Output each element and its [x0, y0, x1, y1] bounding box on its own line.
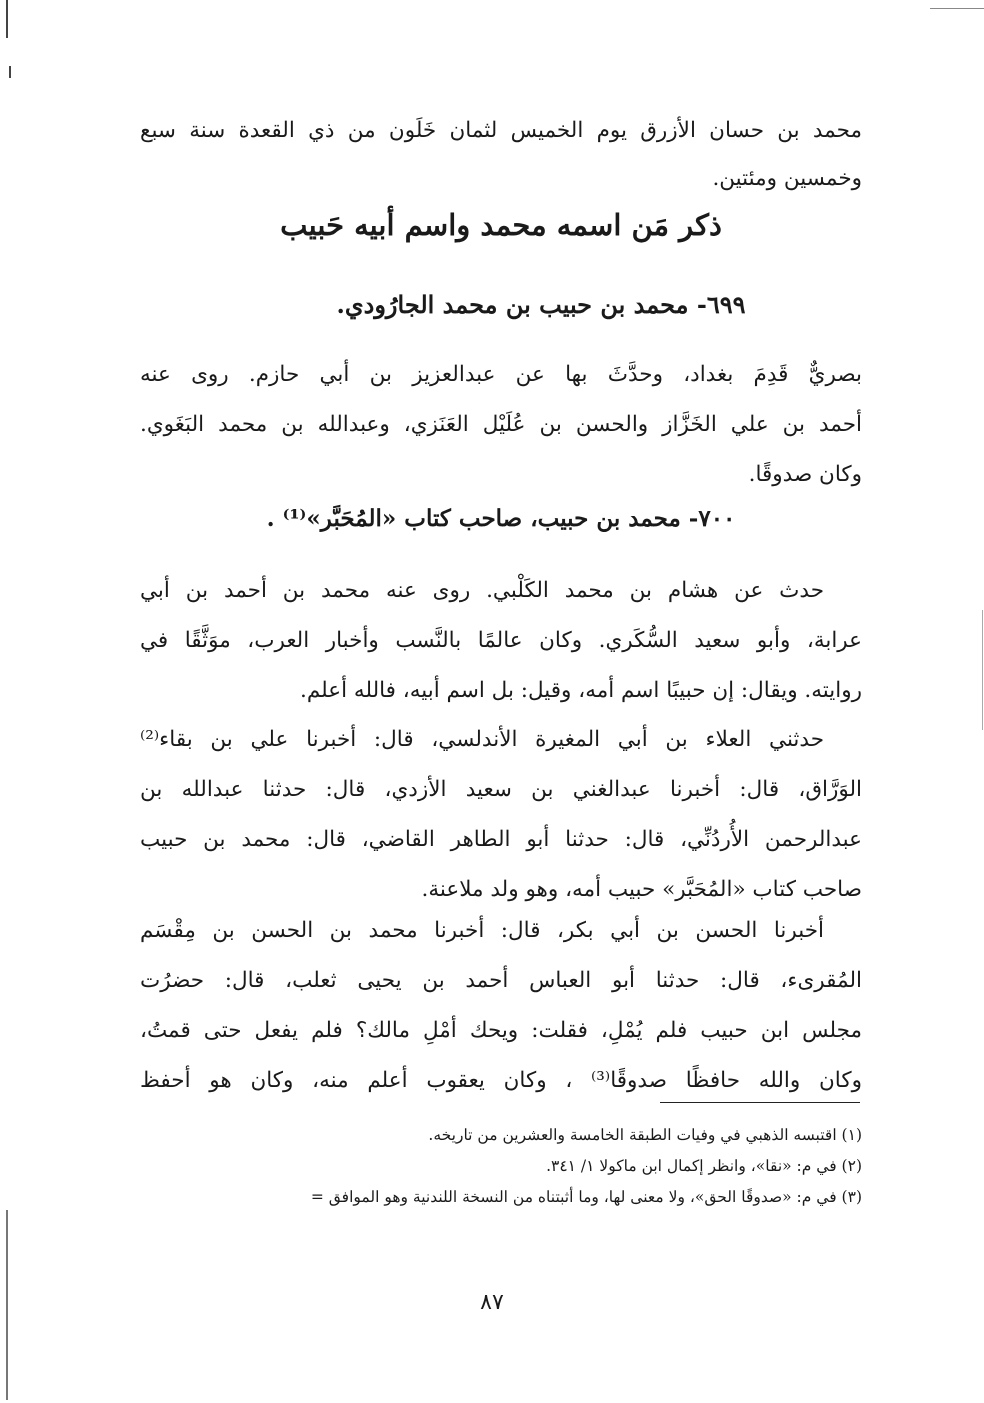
entry-700-para-1 — [140, 566, 862, 716]
entry-699-line-3: وكان صدوقًا. — [748, 462, 862, 487]
scan-artifact-left-top — [6, 0, 8, 38]
entry-700-para-2 — [140, 715, 862, 915]
scan-artifact-left-mid — [9, 66, 11, 78]
footnote-2: (٢) في م: «نقا»، وانظر إكمال ابن ماكولا ١/ ٣٤١. — [546, 1157, 862, 1175]
page-number: ٨٧ — [480, 1290, 504, 1315]
continuation-text — [140, 106, 862, 202]
entry-700-para-2-line-4: صاحب كتاب «المُحَبَّر» حبيب أمه، وهو ولد ملاعنة. — [421, 877, 862, 902]
entry-699-heading: ٦٩٩- محمد بن حبيب بن محمد الجارُودي. — [336, 290, 746, 319]
scan-artifact-top-right — [930, 8, 984, 9]
entry-700-para-2-line-3: عبدالرحمن الأُردُنِّي، قال: حدثنا أبو الطاهر القاضي، قال: محمد بن حبيب — [140, 827, 862, 852]
entry-700-para-2-line-1: حدثني العلاء بن أبي المغيرة الأندلسي، قال: أخبرنا علي بن بقاء⁽²⁾ — [140, 727, 824, 752]
entry-700-heading: ٧٠٠- محمد بن حبيب، صاحب كتاب «المُحَبَّر»⁽¹⁾ . — [266, 505, 736, 532]
entry-700-para-3 — [140, 906, 862, 1106]
footnote-3: (٣) في م: «صدوقًا الحق»، ولا معنى لها، وما أثبتناه من النسخة اللندنية وهو الموافق = — [310, 1188, 862, 1206]
entry-700-para-3-line-2: المُقرىء، قال: حدثنا أبو العباس أحمد بن يحيى ثعلب، قال: حضرُت — [140, 968, 862, 993]
entry-700-para-3-line-4: وكان والله حافظًا صدوقًا⁽³⁾ ، وكان يعقوب أعلم منه، وكان هو أحفظ — [140, 1068, 862, 1093]
continuation-line-2: وخمسين ومئتين. — [712, 166, 862, 191]
entry-700-para-1-line-2: عرابة، وأبو سعيد السُّكَري. وكان عالمًا بالنَّسب وأخبار العرب، موَثَّقًا في — [140, 628, 862, 653]
entry-699-line-1: بصريٌّ قَدِمَ بغداد، وحدَّثَ بها عن عبدالعزيز بن أبي حازم. روى عنه — [140, 362, 862, 387]
entry-700-para-2-line-2: الوَرَّاق، قال: أخبرنا عبدالغني بن سعيد الأزدي، قال: حدثنا عبدالله بن — [140, 777, 862, 802]
section-heading: ذكر مَن اسمه محمد واسم أبيه حَبيب — [280, 208, 722, 242]
entry-699-body — [140, 350, 862, 500]
entry-700-para-3-line-3: مجلس ابن حبيب فلم يُمْلِ، فقلت: ويحك أمْلِ مالك؟ فلم يفعل حتى قمتُ، — [140, 1018, 862, 1043]
footnote-separator — [660, 1102, 860, 1103]
entry-699-line-2: أحمد بن علي الخَزَّاز والحسن بن عُلَيْل العَنَزي، وعبدالله بن محمد البَغَوي. — [140, 412, 862, 437]
entry-700-para-1-line-3: روايته. ويقال: إن حبيبًا اسم أمه، وقيل: بل اسم أبيه، فالله أعلم. — [300, 678, 862, 703]
footnotes — [140, 1120, 862, 1213]
scan-artifact-right-edge — [982, 610, 983, 730]
entry-700-para-3-line-1: أخبرنا الحسن بن أبي بكر، قال: أخبرنا محمد بن الحسن بن مِقْسَم — [140, 918, 824, 943]
continuation-line-1: محمد بن حسان الأزرق يوم الخميس لثمان خَلَون من ذي القعدة سنة سبع — [140, 118, 862, 143]
entry-700-para-1-line-1: حدث عن هشام بن محمد الكَلْبي. روى عنه محمد بن أحمد بن أبي — [140, 578, 824, 603]
footnote-1: (١) اقتبسه الذهبي في وفيات الطبقة الخامسة والعشرين من تاريخه. — [428, 1126, 862, 1144]
